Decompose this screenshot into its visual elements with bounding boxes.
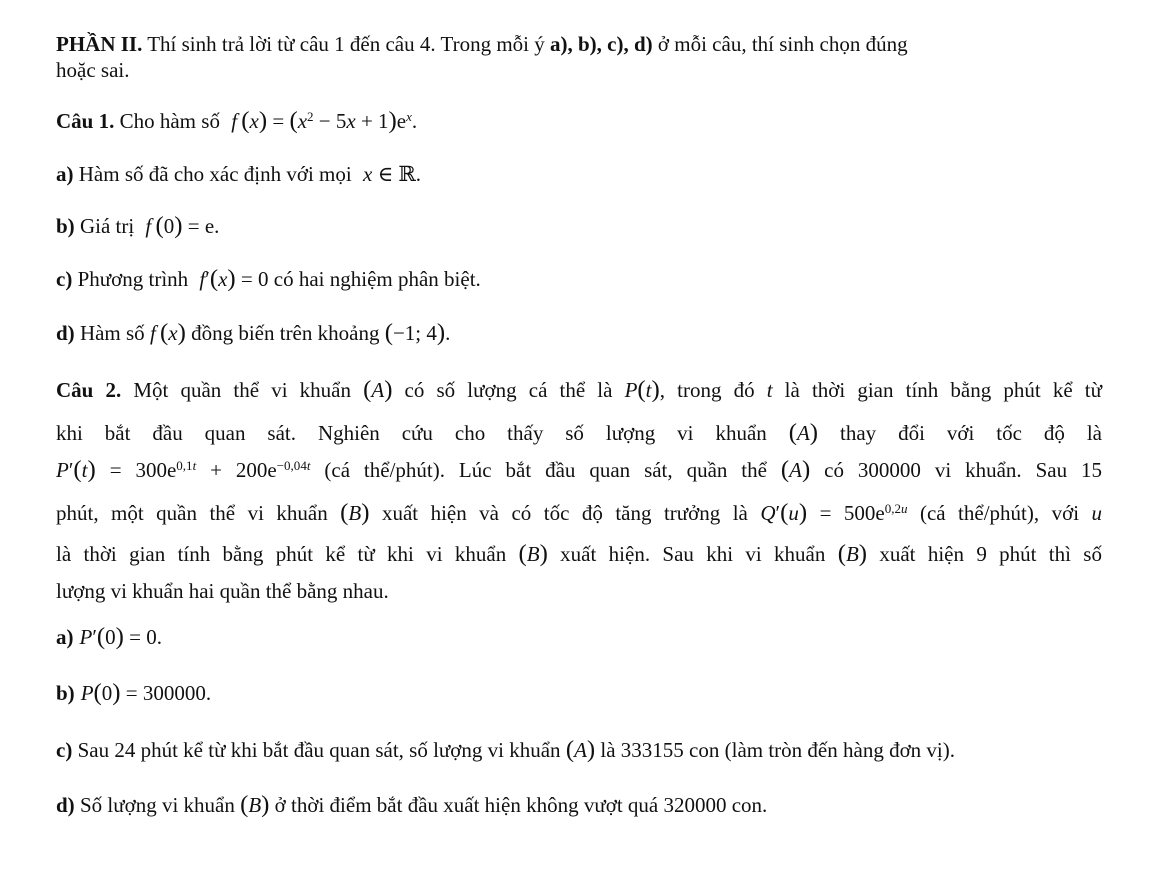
section-header-line-2: hoặc sai. bbox=[56, 58, 130, 82]
question-2-stem-line-2: khi bắt đầu quan sát. Nghiên cứu cho thấy số lượng vi khuẩn (A) thay đổi với tốc độ là bbox=[56, 419, 1102, 446]
question-2-stem-line-4: phút, một quần thể vi khuẩn (B) xuất hiện và có tốc độ tăng trưởng là $Q'(u) = 500e^{0,2u}$ (cá thể/phút), với u bbox=[56, 499, 1102, 526]
question-2-item-c: c) Sau 24 phút kể từ khi bắt đầu quan sát, số lượng vi khuẩn (A) là 333155 con (làm tròn đến hàng đơn vị). bbox=[56, 736, 956, 763]
growth-rate-B-formula: $Q'(u) = 500e^{0,2u}$ bbox=[760, 499, 908, 526]
question-2-item-b: b) P(0) = 300000. bbox=[56, 679, 212, 706]
question-1-stem: Câu 1. Cho hàm số f $(x) = (x^2 - 5x + 1)e^x$. bbox=[56, 107, 418, 134]
question-1-item-a: a) Hàm số đã cho xác định với mọi x ∈ ℝ. bbox=[56, 162, 422, 186]
question-2-stem-line-5: là thời gian tính bằng phút kể từ khi vi khuẩn (B) xuất hiện. Sau khi vi khuẩn (B) xuất hiện 9 phút thì số bbox=[56, 540, 1102, 567]
section-header-line-1: PHẦN II. Thí sinh trả lời từ câu 1 đến câu 4. Trong mỗi ý a), b), c), d) ở mỗi câu, thí sinh chọn đúng bbox=[56, 32, 908, 56]
growth-rate-A-formula: $P'(t) = 300e^{0,1t} + 200e^{-0,04t}$ bbox=[56, 456, 311, 483]
question-1-item-c: c) Phương trình f′(x) = 0 có hai nghiệm phân biệt. bbox=[56, 265, 481, 292]
question-1-formula: f $(x) = (x^2 - 5x + 1)e^x$. bbox=[231, 107, 418, 134]
question-2-label: Câu 2. bbox=[56, 378, 122, 402]
question-1-item-b: b) Giá trị f (0) = e. bbox=[56, 212, 220, 239]
question-2-stem-line-6: lượng vi khuẩn hai quần thể bằng nhau. bbox=[56, 579, 389, 603]
question-1-label: Câu 1. bbox=[56, 109, 115, 133]
question-2-item-d: d) Số lượng vi khuẩn (B) ở thời điểm bắt đầu xuất hiện không vượt quá 320000 con. bbox=[56, 791, 768, 818]
question-2-item-a: a) P′(0) = 0. bbox=[56, 623, 163, 650]
section-label: PHẦN II. bbox=[56, 32, 143, 56]
question-2-stem-line-3: $P'(t) = 300e^{0,1t} + 200e^{-0,04t}$ (cá thể/phút). Lúc bắt đầu quan sát, quần thể (A) có 300000 vi khuẩn. Sau 15 bbox=[56, 456, 1102, 483]
question-1-item-d: d) Hàm số f (x) đồng biến trên khoảng (−1; 4). bbox=[56, 319, 451, 346]
question-2-stem-line-1: Câu 2. Một quần thể vi khuẩn (A) có số lượng cá thể là P(t), trong đó t là thời gian tính bằng phút kể từ bbox=[56, 376, 1102, 403]
